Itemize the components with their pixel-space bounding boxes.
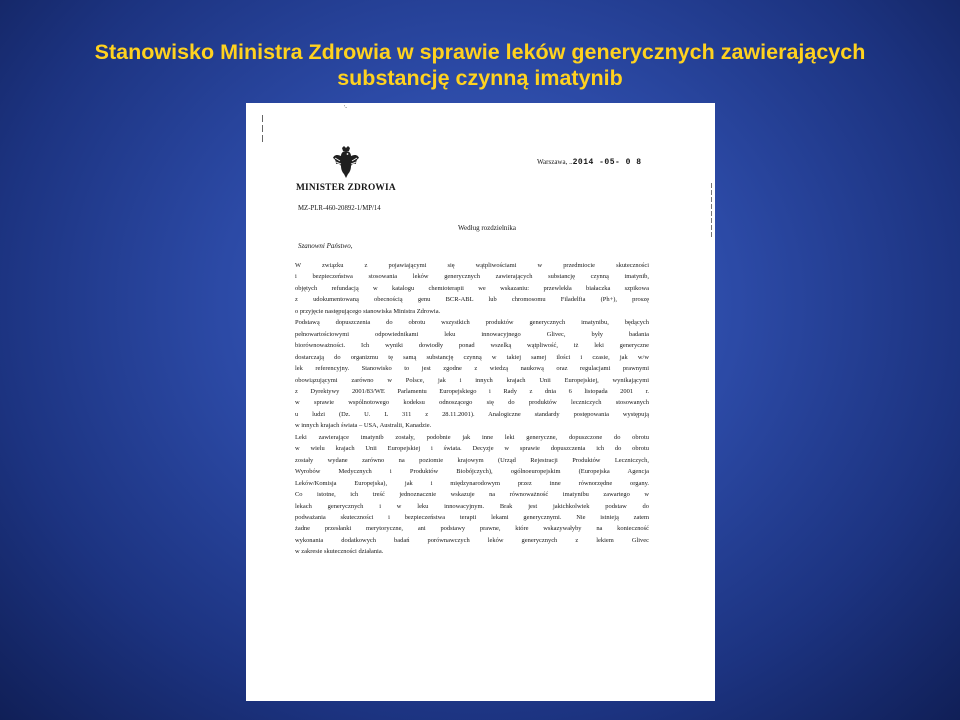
slide-title-line-2: substancję czynną imatynib — [337, 66, 623, 90]
edge-dots — [711, 183, 713, 239]
body-line: w wielu krajach Unii Europejskiej i świata. Decyzje w sprawie dopuszczenia ich do obrotu — [295, 445, 649, 453]
body-line: Leków/Komisja Europejska), jak i międzynarodowym przez inne równorzędne organy. — [295, 479, 649, 487]
slide-title-line-1: Stanowisko Ministra Zdrowia w sprawie leków generycznych zawierających — [94, 40, 866, 64]
date-stamp: 2014 -05- 0 8 — [572, 158, 642, 167]
reference-number: MZ-PLR-460-20892-1/MP/14 — [298, 205, 381, 212]
salutation: Szanowni Państwo, — [298, 242, 353, 250]
body-line: lek referencyjny. Stanowisko to jest zgodne z wiedzą naukową oraz regulacjami prawnymi — [295, 365, 649, 373]
body-line: Wyrobów Medycznych i Produktów Biobójczych), ogólnoeuropejskim (Europejska Agencja — [295, 468, 649, 476]
body-line: i bezpieczeństwa stosowania leków generycznych zawierających substancję czynną imatynib, — [295, 273, 649, 281]
body-line: w innych krajach świata – USA, Australii, Kanadzie. — [295, 422, 432, 430]
body-line: u ludzi (Dz. U. L 311 z 28.11.2001). Analogiczne standardy postępowania występują — [295, 410, 649, 418]
place: Warszawa, .. — [537, 158, 573, 166]
body-line: w sprawie wspólnotowego kodeksu odnoszącego się do produktów leczniczych stosowanych — [295, 399, 649, 407]
body-line: z Dyrektywy 2001/83/WE Parlamentu Europejskiego i Rady z dnia 6 listopada 2001 r. — [295, 387, 649, 395]
place-and-date — [537, 158, 642, 167]
distribution-note: Według rozdzielnika — [458, 224, 516, 232]
body-line: biorównoważności. Ich wyniki dowiodły ponad wszelką wątpliwość, iż leki generyczne — [295, 342, 649, 350]
polish-eagle-emblem-icon — [332, 145, 360, 179]
letter-body — [295, 260, 649, 558]
body-line: dostarczają do organizmu tę samą substancję czynną w takiej samej ilości i czasie, jak w/w — [295, 353, 649, 361]
body-line: obowiązującymi zarówno w Polsce, jak i innych krajach Unii Europejskiej, wynikającymi — [295, 376, 649, 384]
body-line: żadne przesłanki merytoryczne, ani podstawy prawne, które wskazywałyby na konieczność — [295, 525, 649, 533]
body-line: w zakresie skuteczności działania. — [295, 548, 384, 556]
body-line: Podstawą dopuszczenia do obrotu wszystkich produktów generycznych imatynibu, będących — [295, 319, 649, 327]
scanned-letter — [246, 103, 715, 701]
slide-title — [20, 39, 940, 91]
body-line: z udokumentowaną obecnością genu BCR-ABL lub chromosomu Filadelfia (Ph+), proszę — [295, 296, 649, 304]
scan-mark: '- — [344, 105, 348, 111]
issuer-heading: MINISTER ZDROWIA — [296, 183, 396, 193]
body-line: pełnowartościowymi odpowiednikami leku innowacyjnego Glivec, były badania — [295, 330, 649, 338]
body-line: wykonania dodatkowych badań porównawczych leków generycznych z lekiem Glivec — [295, 536, 649, 544]
body-line: o przyjęcie następującego stanowiska Ministra Zdrowia. — [295, 307, 441, 315]
body-line: Leki zawierające imatynib zostały, podobnie jak inne leki generyczne, dopuszczone do obrotu — [295, 433, 649, 441]
body-line: objętych refundacją w katalogu chemioterapii we wskazaniu: przewlekła białaczka szpikowa — [295, 284, 649, 292]
body-line: Co istotne, ich treść jednoznacznie wskazuje na równoważność imatynibu zawartego w — [295, 491, 649, 499]
body-line: zostały wydane zarówno na poziomie krajowym (Urząd Rejestracji Produktów Leczniczych, — [295, 456, 649, 464]
punch-hole-marks — [262, 115, 266, 145]
body-line: podważania skuteczności i bezpieczeństwa terapii lekami generycznymi. Nie istnieją zatem — [295, 513, 649, 521]
body-line: W związku z pojawiającymi się wątpliwościami w przedmiocie skuteczności — [295, 262, 649, 269]
body-line: lekach generycznych i w leku innowacyjnym. Brak jest jakichkolwiek podstaw do — [295, 502, 649, 510]
